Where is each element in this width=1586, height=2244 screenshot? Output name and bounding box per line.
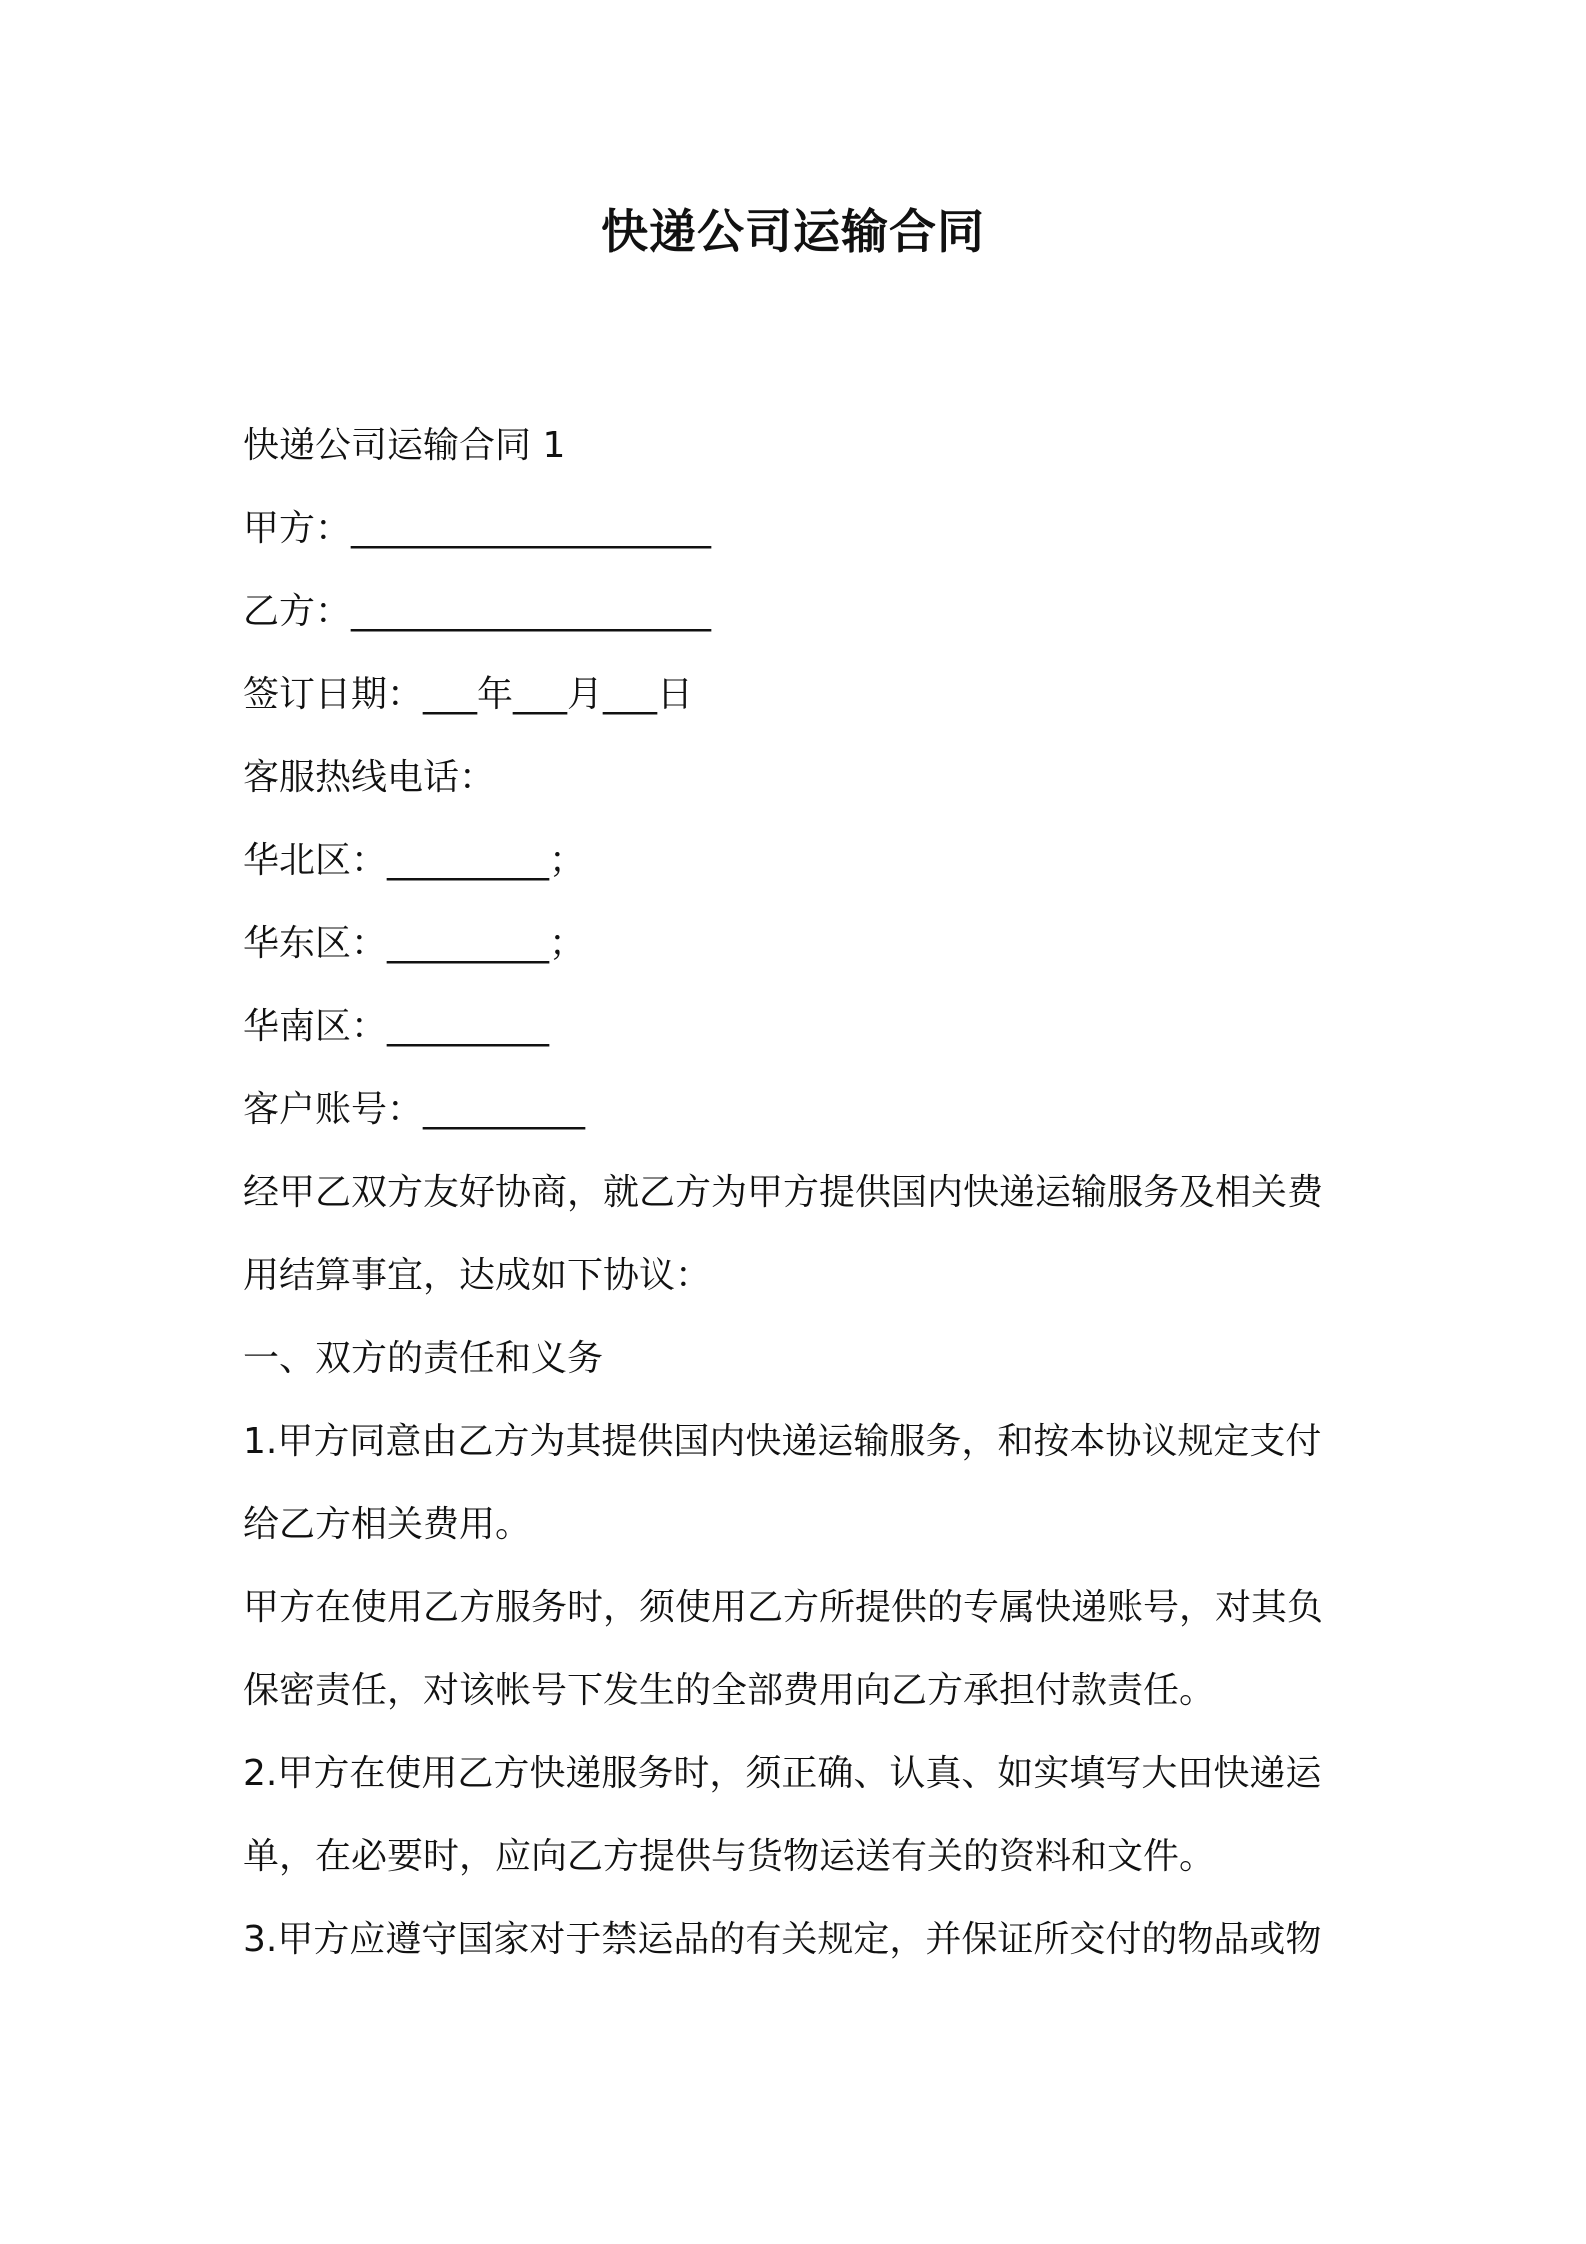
north-china-field: 华北区：_________； xyxy=(243,840,586,881)
party-b-field: 乙方：____________________ xyxy=(243,591,712,632)
customer-account-field: 客户账号：_________ xyxy=(243,1089,586,1130)
document-title: 快递公司运输合同 xyxy=(601,205,985,260)
paragraph-line: 保密责任，对该帐号下发生的全部费用向乙方承担付款责任。 xyxy=(243,1670,1216,1711)
party-a-field: 甲方：____________________ xyxy=(243,508,712,549)
paragraph-line: 给乙方相关费用。 xyxy=(243,1504,532,1545)
south-china-field: 华南区：_________ xyxy=(243,1006,550,1047)
clause-heading: 一、双方的责任和义务 xyxy=(243,1338,604,1379)
paragraph-line: 用结算事宜，达成如下协议： xyxy=(243,1255,712,1296)
signing-date-field: 签订日期：___年___月___日 xyxy=(243,674,694,715)
east-china-field: 华东区：_________； xyxy=(243,923,586,964)
paragraph-line: 2.甲方在使用乙方快递服务时，须正确、认真、如实填写大田快递运 xyxy=(243,1753,1322,1794)
paragraph-line: 3.甲方应遵守国家对于禁运品的有关规定，并保证所交付的物品或物 xyxy=(243,1919,1322,1960)
paragraph-line: 1.甲方同意由乙方为其提供国内快递运输服务，和按本协议规定支付 xyxy=(243,1421,1322,1462)
document-body xyxy=(243,404,1363,1981)
paragraph-line: 甲方在使用乙方服务时，须使用乙方所提供的专属快递账号，对其负 xyxy=(243,1587,1324,1628)
paragraph-line: 经甲乙双方友好协商，就乙方为甲方提供国内快递运输服务及相关费 xyxy=(243,1172,1324,1213)
paragraph-line: 单，在必要时，应向乙方提供与货物运送有关的资料和文件。 xyxy=(243,1836,1216,1877)
hotline-label: 客服热线电话： xyxy=(243,757,496,798)
section-heading: 快递公司运输合同 1 xyxy=(243,425,566,466)
